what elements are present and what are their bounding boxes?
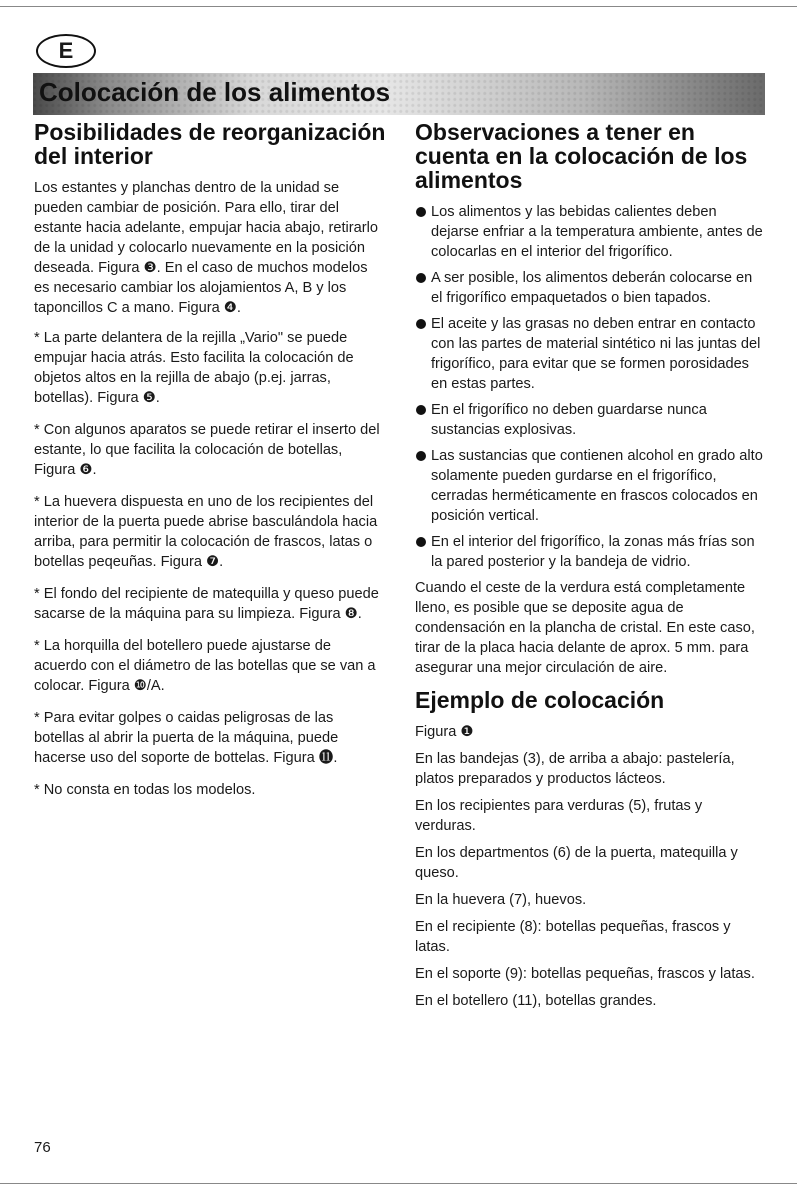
example-line: En la huevera (7), huevos. <box>415 892 587 908</box>
note-item: * No consta en todas los modelos. <box>34 782 256 798</box>
language-code: E <box>58 38 74 63</box>
bullet-dot-icon <box>416 319 426 329</box>
bullet-dot-icon <box>416 405 426 415</box>
example-line: En el botellero (11), botellas grandes. <box>415 993 657 1009</box>
note-item: * La horquilla del botellero puede ajustarse de acuerdo con el diámetro de las botellas que se van a colocar. Figura ❿/A. <box>34 638 376 694</box>
example-line: En los recipientes para verduras (5), frutas y verduras. <box>415 798 703 834</box>
top-rule <box>0 6 797 7</box>
observations-list <box>415 202 767 572</box>
bullet-dot-icon <box>416 537 426 547</box>
bullet-text: El aceite y las grasas no deben entrar en contacto con las partes de material sintético ni las juntas del frigorífico, para evitar que se formen porosidades en estas partes. <box>431 316 761 392</box>
bullet-text: Los alimentos y las bebidas calientes deben dejarse enfriar a la temperatura ambiente, antes de colocarlas en el interior del frigorífico. <box>431 204 763 260</box>
example-line: En el recipiente (8): botellas pequeñas, frascos y latas. <box>415 919 731 955</box>
note-item: * El fondo del recipiente de matequilla y queso puede sacarse de la máquina para su limpieza. Figura ❽. <box>34 586 379 622</box>
bullet-text: En el interior del frigorífico, la zonas más frías son la pared posterior y la bandeja de vidrio. <box>431 534 755 570</box>
example-line: En el soporte (9): botellas pequeñas, frascos y latas. <box>415 966 755 982</box>
left-intro: Los estantes y planchas dentro de la unidad se pueden cambiar de posición. Para ello, tirar del estante hacia adelante, empujar hacia abajo, retirarlo de la unidad y colocarlo nuevamente en la posición deseada. Figura ❸. En el caso de muchos modelos es necesario cambiar los alojamientos A, B y los taponcillos C a mano. Figura ❹. <box>34 180 378 316</box>
banner-title: Colocación de los alimentos <box>39 77 391 107</box>
list-item <box>415 532 767 572</box>
note-item: * Para evitar golpes o caidas peligrosas de las botellas al abrir la puerta de la máquina, puede hacerse uso del soporte de bottelas. Figura ⓫. <box>34 710 339 766</box>
page-number: 76 <box>34 1139 51 1156</box>
bullet-dot-icon <box>416 451 426 461</box>
bottom-rule <box>0 1183 797 1184</box>
list-item <box>415 446 767 526</box>
note-item: * La parte delantera de la rejilla „Vario" se puede empujar hacia atrás. Esto facilita la colocación de objetos altos en la rejilla de abajo (p.ej. jarras, botellas). Figura ❺. <box>34 330 354 406</box>
bullet-text: Las sustancias que contienen alcohol en grado alto solamente pueden gurdarse en el frigorífico, cerradas herméticamente en frascos colocados en posición vertical. <box>431 448 763 524</box>
bullet-text: A ser posible, los alimentos deberán colocarse en el frigorífico empaquetados o bien tapados. <box>431 270 753 306</box>
note-item: * La huevera dispuesta en uno de los recipientes del interior de la puerta puede abrise basculándola hacia arriba, para permitir la colocación de frascos, latas o botellas peqeuñas. Figura ❼. <box>34 494 378 570</box>
list-item <box>415 202 767 262</box>
list-item <box>415 400 767 440</box>
note-item: * Con algunos aparatos se puede retirar el inserto del estante, lo que facilita la colocación de botellas, Figura ❻. <box>34 422 380 478</box>
example-line: En las bandejas (3), de arriba a abajo: pastelería, platos preparados y productos lácteos. <box>415 751 735 787</box>
example-list <box>415 722 767 1011</box>
left-heading: Posibilidades de reorganización del interior <box>34 119 386 169</box>
example-line: En los departmentos (6) de la puerta, matequilla y queso. <box>415 845 738 881</box>
right-column <box>415 120 767 1018</box>
section-banner <box>33 73 765 115</box>
left-column <box>34 120 386 812</box>
condensation-paragraph: Cuando el ceste de la verdura está completamente lleno, es posible que se deposite agua de condensación en la plancha de cristal. En este caso, tirar de la placa hacia delante de aprox. 5 mm. para asegurar una mejor circulación de aire. <box>415 580 755 676</box>
bullet-dot-icon <box>416 273 426 283</box>
figure-reference: Figura ❶ <box>415 724 474 740</box>
list-item <box>415 268 767 308</box>
bullet-dot-icon <box>416 207 426 217</box>
example-heading: Ejemplo de colocación <box>415 687 665 713</box>
right-heading: Observaciones a tener en cuenta en la colocación de los alimentos <box>415 119 748 193</box>
language-badge <box>36 34 96 68</box>
bullet-text: En el frigorífico no deben guardarse nunca sustancias explosivas. <box>431 402 707 438</box>
list-item <box>415 314 767 394</box>
